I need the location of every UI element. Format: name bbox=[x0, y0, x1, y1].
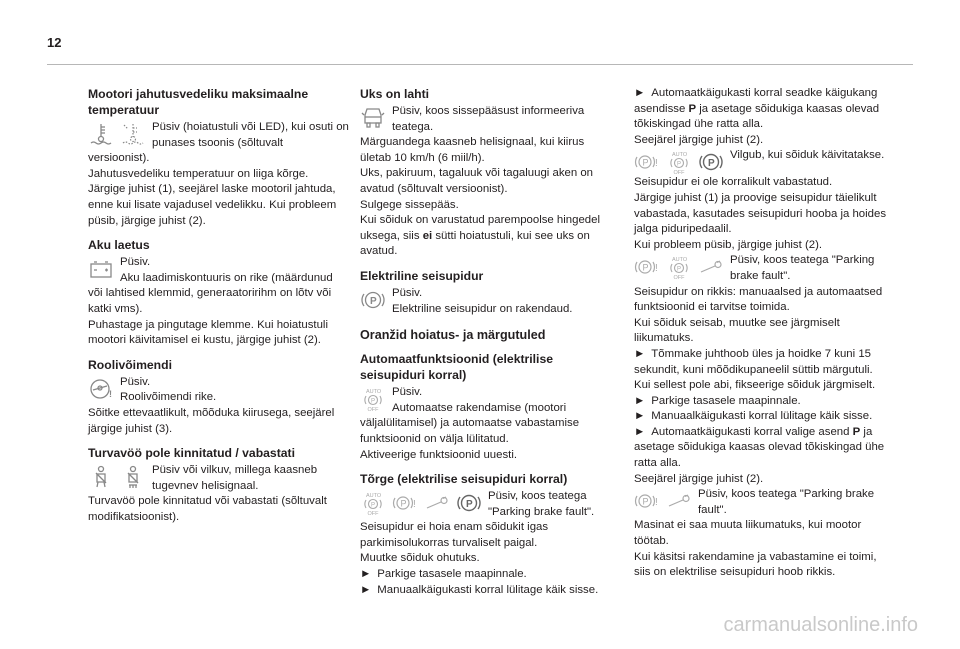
coolant-icon-text: Püsiv (hoiatustuli või LED), kui osuti on punases tsoonis (sõltuvalt bbox=[152, 121, 349, 149]
section-title-coolant: Mootori jahutusvedeliku maksimaalne temperatuur bbox=[88, 87, 309, 117]
svg-text:OFF: OFF bbox=[367, 511, 379, 517]
col3-para-7: Kui sellest pole abi, fikseerige sõiduk järgmiselt. bbox=[634, 379, 876, 392]
door-para-3: Sulgege sissepääs. bbox=[360, 198, 459, 211]
col3-icon-row-3 bbox=[634, 487, 896, 518]
brake-fault-icon bbox=[634, 254, 660, 280]
svg-text:!: ! bbox=[655, 263, 658, 275]
col3-para-5: Seisupidur on rikkis: manuaalsed ja automaatsed funktsioonid ei tarvitse toimida. bbox=[634, 285, 883, 314]
column-1 bbox=[88, 86, 350, 525]
column-2 bbox=[360, 86, 613, 598]
auto-off-icon-text-1: Püsiv. bbox=[392, 386, 423, 399]
col3-bullet-1: ► Automaatkäigukasti korral seadke käigukang asendisse P ja asetage sõidukiga kaasas olevad tõkiskingad ühe ratta alla. bbox=[634, 87, 880, 131]
battery-icon-text-2: Aku laadimiskontuuris on rike (määrdunud bbox=[120, 271, 333, 284]
section-title-battery: Aku laetus bbox=[88, 238, 150, 253]
auto-off-icon bbox=[360, 386, 386, 412]
wrench-icon bbox=[698, 254, 724, 280]
auto-off-icon-row bbox=[360, 385, 613, 416]
brake-fault-icon bbox=[634, 149, 660, 175]
svg-text:P: P bbox=[371, 502, 376, 509]
brake-fault-para-1: Seisupidur ei hoia enam sõidukit igas parkimisolukorras turvaliselt paigal. bbox=[360, 521, 549, 549]
steering-icon-text-2: Roolivõimendi rike. bbox=[120, 391, 217, 404]
brake-fault-icon-row bbox=[360, 489, 613, 520]
col3-bullet-3: ► Parkige tasasele maapinnale. bbox=[634, 394, 801, 407]
section-title-steering: Roolivõimendi bbox=[88, 357, 172, 372]
wrench-icon bbox=[666, 488, 692, 514]
door-icon-row bbox=[360, 104, 613, 135]
door-icon-text: Püsiv, koos sissepääsust informeeriva teatega. bbox=[392, 105, 585, 133]
page-number: 12 bbox=[47, 35, 62, 50]
svg-text:P: P bbox=[466, 499, 473, 511]
col3-bullet-5: ► Automaatkäigukasti korral valige asend P ja asetage sõidukiga kaasas olevad tõkiskingad ühe ratta alla. bbox=[634, 425, 885, 470]
seatbelt-para-1: Turvavöö pole kinnitatud või vabastati (sõltuvalt modifikatsioonist). bbox=[88, 495, 327, 523]
door-open-icon bbox=[360, 105, 386, 131]
battery-continued: või lahtised klemmid, generaatoririhm on lõtv või katki vms). bbox=[88, 287, 332, 315]
col3-para-8: Seejärel järgige juhist (2). bbox=[634, 472, 764, 485]
svg-text:P: P bbox=[642, 262, 649, 273]
col3-icon-text-3: Püsiv, koos teatega "Parking brake fault". bbox=[698, 488, 875, 516]
brake-fault-bullet-2: ► Manuaalkäigukasti korral lülitage käik sisse. bbox=[360, 583, 599, 596]
col3-icon-row-1 bbox=[634, 148, 896, 175]
col3-icon-text-1: Vilgub, kui sõiduk käivitatakse. bbox=[730, 149, 885, 162]
section-title-brake-fault: Tõrge (elektrilise seisupiduri korral) bbox=[360, 472, 568, 487]
coolant-icon-row bbox=[88, 120, 350, 151]
watermark: carmanualsonline.info bbox=[723, 614, 918, 636]
auto-off-icon bbox=[360, 490, 386, 516]
parking-brake-icon-row bbox=[360, 286, 613, 317]
svg-text:AUTO: AUTO bbox=[672, 257, 688, 264]
svg-text:AUTO: AUTO bbox=[366, 493, 382, 500]
coolant-temperature-led-icon bbox=[120, 121, 146, 147]
svg-text:P: P bbox=[677, 266, 682, 273]
auto-off-icon bbox=[666, 254, 692, 280]
auto-off-para-1: Aktiveerige funktsioonid uuesti. bbox=[360, 448, 518, 461]
battery-icon-text-1: Püsiv. bbox=[120, 256, 151, 269]
auto-off-continued: väljalülitamisel) ja automaatse vabastamise funktsioonid on välja lülitatud. bbox=[360, 417, 580, 445]
coolant-para-1: Jahutusvedeliku temperatuur on liiga kõrge. bbox=[88, 167, 309, 180]
battery-para-1: Puhastage ja pingutage klemme. Kui hoiatustuli mootori käivitamisel ei kustu, järgige juhist (2). bbox=[88, 318, 328, 347]
door-para-4: Kui sõiduk on varustatud parempoolse hingedel uksega, siis ei sütti hoiatustuli, kui see uks on avatud. bbox=[360, 214, 600, 258]
brake-fault-icon bbox=[634, 488, 660, 514]
coolant-continued: versioonist). bbox=[88, 152, 150, 165]
wrench-icon bbox=[424, 490, 450, 516]
col3-bullet-2: ► Tõmmake juhthoob üles ja hoidke 7 kuni 15 sekundit, kuni mõõdikupaneelil süttib märgutuli. bbox=[634, 347, 873, 376]
steering-para-1: Sõitke ettevaatlikult, mõõduka kiirusega, seejärel järgige juhist (3). bbox=[88, 406, 335, 435]
svg-text:P: P bbox=[642, 157, 649, 168]
brake-fault-icon-text: Püsiv, koos teatega "Parking brake fault". bbox=[488, 490, 595, 518]
svg-text:!: ! bbox=[413, 499, 416, 511]
coolant-temperature-icon bbox=[88, 121, 114, 147]
svg-text:!: ! bbox=[655, 158, 658, 170]
section-title-seatbelt: Turvavöö pole kinnitatud / vabastati bbox=[88, 446, 295, 461]
steering-icon-row bbox=[88, 375, 350, 406]
steering-icon bbox=[88, 376, 114, 402]
svg-text:P: P bbox=[400, 498, 407, 509]
section-title-door-open: Uks on lahti bbox=[360, 87, 430, 101]
col3-para-9: Masinat ei saa muuta liikumatuks, kui mootor töötab. bbox=[634, 519, 862, 548]
col3-para-2: Seisupidur ei ole korralikult vabastatud. bbox=[634, 176, 833, 189]
svg-text:P: P bbox=[370, 295, 377, 307]
col3-icon-row-2 bbox=[634, 253, 896, 284]
section-title-electric-parking-brake: Elektriline seisupidur bbox=[360, 268, 484, 283]
svg-text:OFF: OFF bbox=[367, 407, 379, 413]
svg-text:P: P bbox=[642, 496, 649, 507]
svg-text:AUTO: AUTO bbox=[672, 152, 688, 159]
parking-brake-icon bbox=[456, 490, 482, 516]
seatbelt-icon-text: Püsiv või vilkuv, millega kaasneb tugevnev helisignaal. bbox=[152, 464, 318, 492]
svg-text:P: P bbox=[371, 398, 376, 405]
seatbelt-passenger-icon bbox=[120, 464, 146, 490]
parking-brake-icon bbox=[698, 149, 724, 175]
svg-text:OFF: OFF bbox=[673, 275, 685, 281]
col3-para-3: Järgige juhist (1) ja proovige seisupidur täielikult vabastada, kasutades seisupiduri hooba ja hoides jalga piduripedaalil. bbox=[634, 191, 887, 236]
col3-para-6: Kui sõiduk seisab, muutke see järgmiselt liikumatuks. bbox=[634, 316, 840, 345]
svg-text:!: ! bbox=[109, 388, 112, 399]
door-para-2: Uks, pakiruum, tagaluuk või tagaluugi aken on avatud (sõltuvalt versioonist). bbox=[360, 167, 594, 195]
svg-text:AUTO: AUTO bbox=[366, 389, 382, 396]
door-para-1: Märguandega kaasneb helisignaal, kui kiirus ületab 10 km/h (6 miil/h). bbox=[360, 136, 585, 164]
column-3 bbox=[634, 86, 896, 581]
seatbelt-icon-row bbox=[88, 463, 350, 494]
brake-fault-icon bbox=[392, 490, 418, 516]
auto-off-icon-text-2: Automaatse rakendamise (mootori bbox=[392, 401, 567, 414]
brake-fault-para-2: Muutke sõiduk ohutuks. bbox=[360, 552, 480, 565]
section-title-orange-warnings: Oranžid hoiatus- ja märgutuled bbox=[360, 328, 546, 343]
col3-icon-text-2: Püsiv, koos teatega "Parking brake fault". bbox=[730, 254, 875, 282]
svg-text:P: P bbox=[677, 161, 682, 168]
col3-para-4: Kui probleem püsib, järgige juhist (2). bbox=[634, 238, 823, 251]
col3-bullet-4: ► Manuaalkäigukasti korral lülitage käik sisse. bbox=[634, 410, 873, 423]
parking-brake-icon-text-2: Elektriline seisupidur on rakendaud. bbox=[392, 302, 573, 315]
parking-brake-icon-text-1: Püsiv. bbox=[392, 286, 423, 299]
seatbelt-icon bbox=[88, 464, 114, 490]
steering-icon-text-1: Püsiv. bbox=[120, 375, 151, 388]
coolant-para-2: Järgige juhist (1), seejärel laske mootoril jahtuda, enne kui lisate vajadusel vedelikku. Kui probleem püsib, järgige juhist (2). bbox=[88, 183, 337, 227]
svg-text:P: P bbox=[708, 158, 715, 170]
section-title-auto-functions: Automaatfunktsioonid (elektrilise seisupiduri korral) bbox=[360, 352, 553, 383]
battery-icon bbox=[88, 256, 114, 282]
brake-fault-bullet-1: ► Parkige tasasele maapinnale. bbox=[360, 568, 527, 581]
battery-icon-row bbox=[88, 255, 350, 286]
parking-brake-icon bbox=[360, 287, 386, 313]
svg-text:!: ! bbox=[655, 497, 658, 509]
svg-text:OFF: OFF bbox=[673, 170, 685, 176]
header-divider bbox=[47, 64, 913, 65]
col3-para-10: Kui käsitsi rakendamine ja vabastamine ei toimi, siis on elektrilise seisupiduri hoob rikkis. bbox=[634, 550, 877, 579]
col3-para-1: Seejärel järgige juhist (2). bbox=[634, 133, 764, 146]
auto-off-icon bbox=[666, 149, 692, 175]
